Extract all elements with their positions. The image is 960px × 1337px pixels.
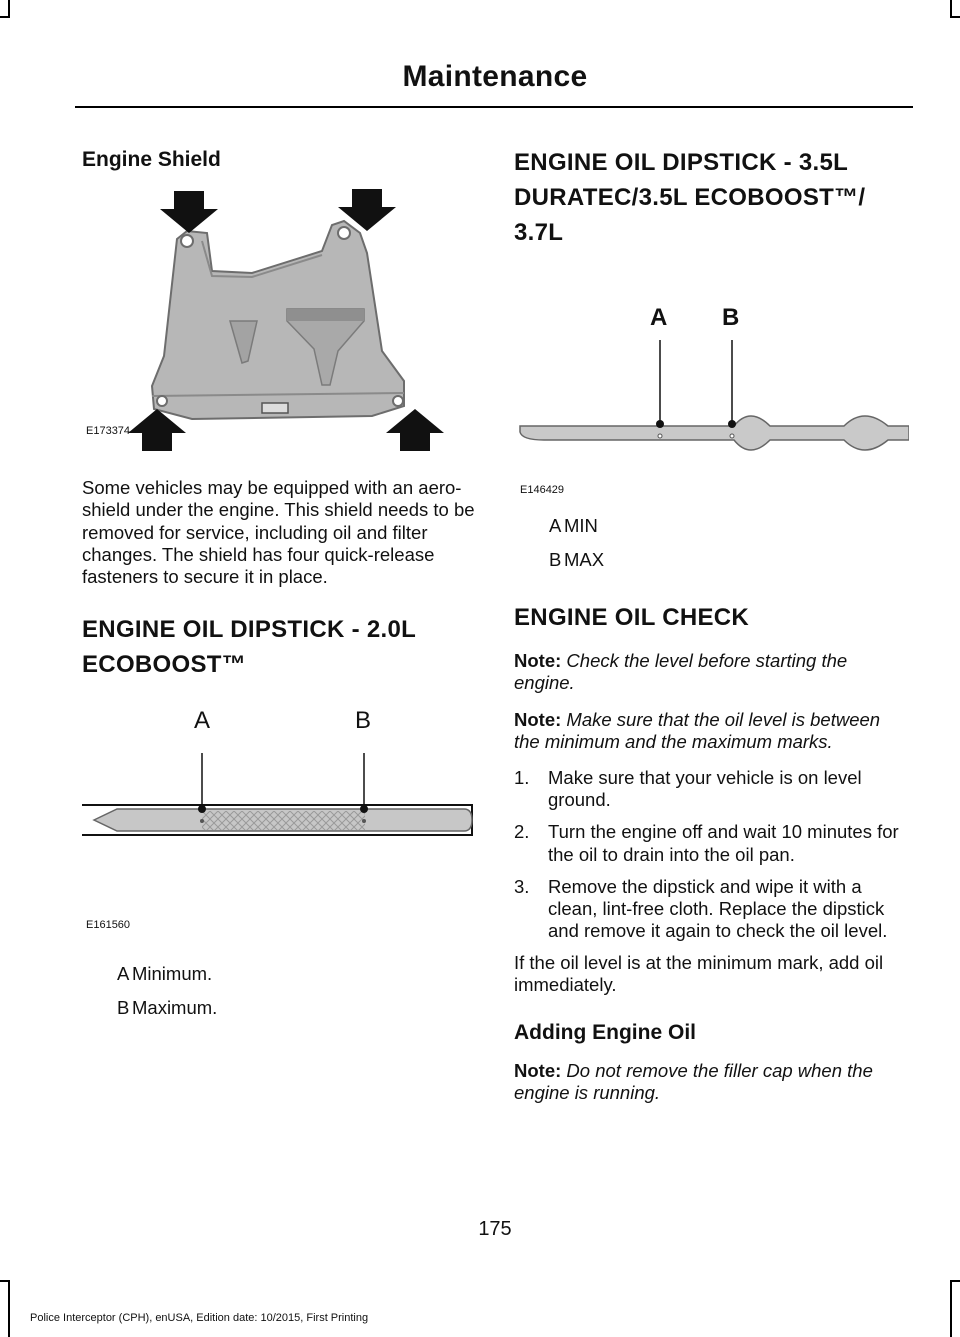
- engine-shield-heading: Engine Shield: [82, 148, 221, 171]
- adding-oil-heading: Adding Engine Oil: [514, 1020, 696, 1044]
- dipstick-35-figure: [514, 304, 909, 540]
- note-text: Do not remove the filler cap when the engine is running.: [514, 1059, 873, 1104]
- step-text: Remove the dipstick and wipe it with a clean, lint-free cloth. Replace the dipstick and remove it again to check the oil level.: [548, 875, 888, 942]
- note-text: Check the level before starting the engine.: [514, 650, 848, 694]
- crop-mark: [8, 1280, 10, 1337]
- crop-mark: [0, 1280, 10, 1282]
- header-rule: [75, 106, 913, 108]
- note-label: Note:: [514, 708, 562, 730]
- list-item: [514, 767, 909, 811]
- left-column: [82, 140, 477, 1019]
- engine-shield-figure: [82, 181, 477, 451]
- list-item: [514, 821, 909, 865]
- callout-b: B: [722, 304, 740, 332]
- step-number: 3.: [514, 875, 530, 897]
- heading-line: ENGINE OIL DIPSTICK - 2.0L: [82, 616, 417, 644]
- legend-value: MIN: [564, 515, 598, 537]
- oil-check-steps: [514, 767, 909, 942]
- legend-key: A: [117, 962, 130, 984]
- legend-key: B: [117, 996, 130, 1018]
- list-item: [514, 876, 909, 943]
- step-text: Turn the engine off and wait 10 minutes for the oil to drain into the oil pan.: [548, 821, 899, 865]
- crop-mark: [0, 16, 10, 18]
- page-title: Maintenance: [402, 60, 588, 93]
- heading-line: 3.7L: [514, 218, 564, 246]
- dipstick-20-figure: [82, 707, 477, 957]
- callout-b: B: [355, 706, 372, 734]
- crop-mark: [950, 1280, 952, 1337]
- oil-check-note-2: [514, 709, 909, 753]
- oil-check-paragraph: If the oil level is at the minimum mark, add oil immediately.: [514, 952, 884, 996]
- callout-a: A: [194, 706, 211, 734]
- legend-key: A: [549, 515, 562, 537]
- figure-code: E161560: [86, 918, 131, 931]
- heading-line: ENGINE OIL DIPSTICK - 3.5L: [514, 149, 849, 176]
- dipstick-20-heading: [82, 613, 477, 683]
- dipstick-20-illustration: [82, 707, 477, 937]
- legend-value: Maximum.: [132, 996, 218, 1018]
- step-number: 2.: [514, 821, 530, 843]
- dipstick-35-illustration: [514, 310, 909, 510]
- engine-shield-paragraph: Some vehicles may be equipped with an aero-shield under the engine. This shield needs to be removed for service, including oil and filter changes. The shield has four quick-release fasteners to secure it in place.: [82, 477, 475, 588]
- right-column: [514, 140, 909, 1104]
- note-label: Note:: [514, 1059, 562, 1081]
- heading-line: DURATEC/3.5L ECOBOOST™/: [514, 183, 866, 211]
- note-text: Make sure that the oil level is between the minimum and the maximum marks.: [514, 708, 881, 752]
- dipstick-20-legend: [82, 963, 477, 1019]
- legend-value: MAX: [564, 549, 605, 571]
- heading-line: ECOBOOST™: [82, 651, 247, 679]
- adding-oil-note: [514, 1060, 909, 1104]
- edition-info: Police Interceptor (CPH), enUSA, Edition date: 10/2015, First Printing: [30, 1312, 369, 1324]
- figure-code: E146429: [520, 484, 565, 497]
- dipstick-35-heading: [514, 146, 909, 250]
- step-number: 1.: [514, 766, 530, 788]
- crop-mark: [950, 1280, 960, 1282]
- legend-key: B: [549, 549, 562, 571]
- oil-check-note-1: [514, 650, 909, 694]
- engine-shield-illustration: [82, 181, 477, 451]
- step-text: Make sure that your vehicle is on level ground.: [548, 766, 862, 811]
- page-number: 175: [478, 1218, 512, 1240]
- crop-mark: [950, 16, 960, 18]
- legend-value: Minimum.: [132, 962, 213, 984]
- figure-code: E173374: [86, 425, 131, 438]
- callout-a: A: [650, 304, 668, 332]
- note-label: Note:: [514, 650, 562, 672]
- oil-check-heading: ENGINE OIL CHECK: [514, 604, 750, 632]
